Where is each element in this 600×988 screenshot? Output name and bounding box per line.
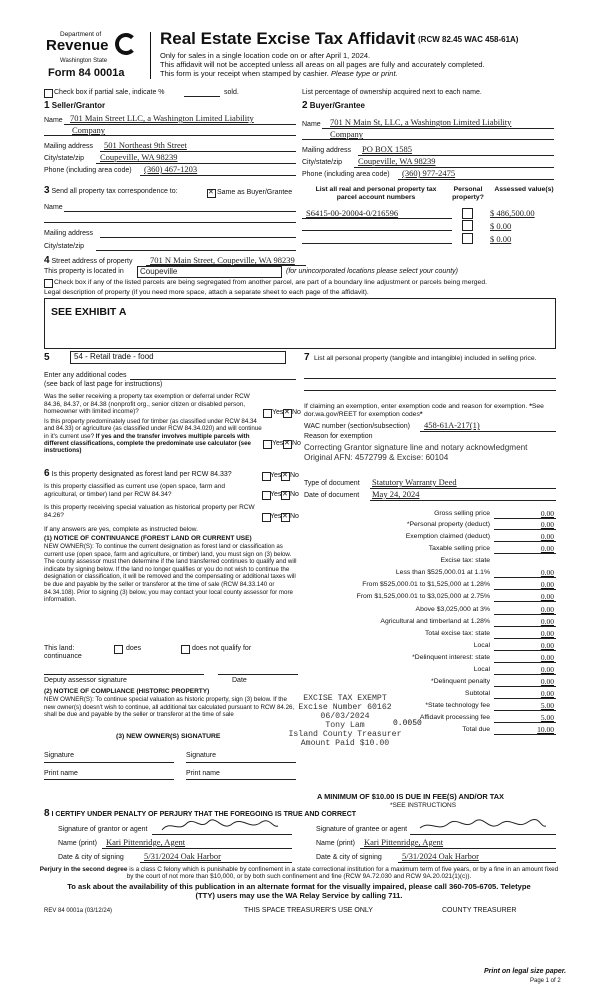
form-rcw: (RCW 82.45 WAC 458-61A) [418, 35, 519, 44]
tax-row-value[interactable]: 5.00 [540, 713, 554, 722]
tax-row-value[interactable]: 0.00 [540, 653, 554, 662]
grantor-name[interactable]: Kari Pittenridge, Agent [106, 837, 186, 847]
minimum-due: A MINIMUM OF $10.00 IS DUE IN FEE(S) AND/OR TAX [317, 792, 504, 801]
form-title: Real Estate Excise Tax Affidavit [160, 29, 416, 48]
continuance-label: continuance [44, 653, 82, 660]
tax-row-label: Total excise tax: state [425, 630, 490, 637]
grantee-signature[interactable] [418, 818, 548, 834]
section7-num: 7 [304, 352, 310, 363]
buyer-name-2[interactable]: Company [330, 129, 364, 139]
page-number: Page 1 of 2 [530, 978, 561, 984]
assessed-value-3[interactable]: $ 0.00 [490, 234, 512, 244]
current-use-no-checkbox[interactable] [281, 491, 290, 500]
form-number: Form 84 0001a [48, 67, 125, 79]
doc-date-label: Date of document [304, 492, 360, 499]
grantor-signature[interactable] [160, 818, 280, 834]
seller-heading: 1 Seller/Grantor [44, 100, 106, 111]
notice-continuance-heading: (1) NOTICE OF CONTINUANCE (FOREST LAND OR CURRENT USE) [44, 535, 252, 542]
located-label: This property is located in [44, 268, 124, 275]
buyer-mailing-label: Mailing address [302, 147, 352, 154]
owner-print-field-2[interactable] [186, 779, 296, 780]
owner-print-field-1[interactable] [44, 779, 174, 780]
tax-row-label: Gross selling price [434, 510, 490, 517]
assessed-col-header: Assessed value(s) [494, 186, 554, 193]
tax-row-label: Local [473, 666, 490, 673]
seller-name-label: Name [44, 117, 63, 124]
this-land-label: This land: [44, 645, 75, 652]
rev-number: REV 84 0001a (03/12/24) [44, 908, 113, 914]
seller-name-2[interactable]: Company [72, 125, 106, 135]
unincorporated-note: (for unincorporated locations please select your county) [286, 268, 458, 275]
grantor-date[interactable]: 5/31/2024 Oak Harbor [144, 851, 221, 861]
buyer-heading: 2 Buyer/Grantee [302, 100, 365, 111]
tax-row-label: Less than $525,000.01 at 1.1% [395, 569, 490, 576]
exemption-deferral-question: Was the seller receiving a property tax exemption or deferral under RCW 84.36, 84.37, or 84.38 (nonprofit org., senior citizen or disabled person, homeowner with limited income)? [44, 393, 250, 415]
dept-line1: Department of [60, 31, 102, 38]
tax-row-value[interactable]: 0.00 [540, 689, 554, 698]
buyer-phone[interactable]: (360) 977-2475 [402, 168, 456, 178]
personal-property-checkbox-3[interactable] [462, 233, 473, 244]
certify-heading: 8 I CERTIFY UNDER PENALTY OF PERJURY THAT THE FOREGOING IS TRUE AND CORRECT [44, 808, 357, 819]
tax-row-label: Excise tax: state [440, 557, 490, 564]
header-sub2: This affidavit will not be accepted unless all areas on all pages are fully and accurately completed. [160, 60, 485, 69]
alt-format-notice: To ask about the availability of this publication in an alternate format for the visually impaired, please call 360-705-6705. Teletype (TTY) users may use the WA Relay Service by calling 711. [67, 882, 531, 900]
parcel-number-1[interactable]: S6415-00-20004-0/216596 [306, 208, 399, 218]
seller-phone-label: Phone (including area code) [44, 167, 132, 174]
additional-codes-label: Enter any additional codes [44, 372, 127, 379]
tax-row-value[interactable]: 0.00 [540, 677, 554, 686]
tax-row-label: Taxable selling price [428, 545, 490, 552]
notice-continuance-body: NEW OWNER(S): To continue the current designation as forest land or classification as current use (open space, farm and agriculture, or timber) land, you must sign on (3) below. The county assessor must then determine if the land transferred continues to qualify and will indicate by signing below. If the land no longer qualifies or you do not wish to continue the designation or classification, it will be removed and the compensating or additional taxes will be due and payable by the seller or transferor at the time of sale (RCW 84.33.140 or 84.34.108). Prior to signing (3) below, you may contact your local county assessor for more information. [44, 543, 297, 604]
correspondence-heading: 3 Send all property tax correspondence to: [44, 185, 178, 196]
corr-name-field[interactable] [64, 211, 296, 212]
buyer-name-label: Name [302, 121, 321, 128]
doc-type-label: Type of document [304, 480, 360, 487]
tax-row-value[interactable]: 0.00 [540, 520, 554, 529]
corr-mailing-label: Mailing address [44, 230, 94, 237]
historic-no-checkbox[interactable] [281, 513, 290, 522]
partial-sale-label: Check box if partial sale, indicate % [54, 89, 165, 96]
tax-row-value[interactable]: 0.00 [540, 592, 554, 601]
tax-row-value[interactable]: 0.00 [540, 665, 554, 674]
header-divider [150, 32, 151, 79]
dept-logo-word: Revenue [46, 37, 109, 54]
wac-number[interactable]: 458-61A-217(1) [424, 420, 480, 430]
buyer-city[interactable]: Coupeville, WA 98239 [358, 156, 436, 166]
reason-label: Reason for exemption [304, 433, 373, 440]
section5-num: 5 [44, 352, 50, 363]
grantor-sig-label: Signature of grantor or agent [58, 826, 148, 833]
seller-city-label: City/state/zip [44, 155, 85, 162]
owner-sig-label-2: Signature [186, 752, 216, 759]
street-address[interactable]: 701 N Main Street, Coupeville, WA 98239 [150, 255, 295, 265]
street-label: 4 Street address of property [44, 255, 133, 266]
parcel-col-header: List all real and personal property tax parcel account numbers [315, 186, 437, 201]
tax-row-label: Affidavit processing fee [419, 714, 490, 721]
tax-row-label: Above $3,025,000 at 3% [415, 606, 490, 613]
tax-row-value[interactable]: 0.00 [540, 629, 554, 638]
doc-date[interactable]: May 24, 2024 [372, 489, 420, 499]
owner-sig-label-1: Signature [44, 752, 74, 759]
revenue-logo-icon [115, 33, 137, 55]
personal-col-header: Personal property? [452, 186, 484, 201]
q2-no-checkbox[interactable] [283, 440, 292, 449]
tax-row-label: *Personal property (deduct) [406, 521, 490, 528]
owner-print-label-1: Print name [44, 770, 78, 777]
property-use-code-select[interactable]: 54 - Retail trade - food [70, 351, 286, 364]
personal-property-checkbox-1[interactable] [462, 208, 473, 219]
tax-row-label: From $1,525,000.01 to $3,025,000 at 2.75% [356, 593, 490, 600]
legal-description-label: Legal description of property (if you need more space, attach a separate sheet to each page of the affidavit). [44, 289, 369, 296]
grantee-date-label: Date & city of signing [316, 854, 382, 861]
notice-compliance-body: NEW OWNER(S): To continue special valuation as historic property, sign (3) below. If the new owner(s) doesn't wish to continue, all additional tax calculated pursuant to RCW 84.26, shall be due and payable by the seller or transferor at the time of sale [44, 696, 295, 719]
see-instructions: *SEE INSTRUCTIONS [390, 802, 457, 809]
wac-label: WAC number (section/subsection) [304, 423, 410, 430]
deputy-date-label: Date [232, 677, 247, 684]
buyer-mailing[interactable]: PO BOX 1585 [362, 144, 413, 154]
deputy-sig-label: Deputy assessor signature [44, 677, 127, 684]
assessed-value-2[interactable]: $ 0.00 [490, 221, 512, 231]
partial-sale-checkbox[interactable] [44, 89, 53, 98]
owner-print-label-2: Print name [186, 770, 220, 777]
partial-sold-label: sold. [224, 89, 239, 96]
tax-row-label: From $525,000.01 to $1,525,000 at 1.28% [362, 581, 490, 588]
forest-no-checkbox[interactable] [281, 472, 290, 481]
tax-row-label: Exemption claimed (deduct) [405, 533, 490, 540]
owner-sig-field-2[interactable] [186, 762, 296, 763]
tax-row-label: *Delinquent penalty [431, 678, 490, 685]
legal-size-note: Print on legal size paper. [484, 968, 567, 975]
tax-row-value[interactable]: 0.00 [540, 580, 554, 589]
personal-property-field-1[interactable] [304, 378, 556, 379]
segregated-label: Check box if any of the listed parcels are being segregated from another parcel, are part of a boundary line adjustment or parcels being merged. [54, 279, 487, 286]
tax-row-value[interactable]: 0.00 [540, 605, 554, 614]
same-as-buyer-label: Same as Buyer/Grantee [217, 189, 293, 196]
additional-codes-field[interactable] [130, 379, 296, 380]
doc-type[interactable]: Statutory Warranty Deed [372, 477, 457, 487]
q2-yes-checkbox[interactable] [263, 440, 272, 449]
grantee-name-label: Name (print) [316, 840, 355, 847]
personal-property-checkbox-2[interactable] [462, 220, 473, 231]
header-sub3: This form is your receipt when stamped by cashier. Please type or print. [160, 69, 398, 78]
perjury-notice: Perjury in the second degree is a class C felony which is punishable by confinement in a state correctional institution for a maximum term of five years, or by a fine in an amount fixed by the court of not more than $10,000, or by both such confinement and fine (RCW 9A.72.030 and RCW 9A.20.021(1)(c)). [39, 866, 559, 881]
corr-name-label: Name [44, 204, 63, 211]
reason-line1[interactable]: Correcting Grantor signature line and notary acknowledgment [304, 443, 528, 452]
new-owner-sig-heading: (3) NEW OWNER(S) SIGNATURE [116, 733, 221, 740]
exemption-label: If claiming an exemption, enter exemption code and reason for exemption. *See dor.wa.gov/REET for exemption codes* [304, 403, 544, 418]
corr-city-field[interactable] [96, 250, 296, 251]
tax-row-value[interactable]: 0.00 [540, 568, 554, 577]
seller-mailing[interactable]: 501 Northeast 9th Street [104, 140, 187, 150]
q1-yes-checkbox[interactable] [263, 409, 272, 418]
buyer-city-label: City/state/zip [302, 159, 343, 166]
land-does-checkbox[interactable] [114, 645, 123, 654]
grantor-date-label: Date & city of signing [58, 854, 124, 861]
tax-row-value[interactable]: 5.00 [540, 701, 554, 710]
historic-question: Is this property receiving special valuation as historical property per RCW 84.26? [44, 504, 255, 519]
dept-line3: Washington State [60, 58, 108, 64]
grantor-name-label: Name (print) [58, 840, 97, 847]
seller-city[interactable]: Coupeville, WA 98239 [100, 152, 178, 162]
tax-row-value[interactable]: 0.00 [540, 641, 554, 650]
notice-compliance-heading: (2) NOTICE OF COMPLIANCE (HISTORIC PROPERTY) [44, 688, 210, 695]
timber-agriculture-question: Is this property predominately used for timber (as classified under RCW 84.34 and 84.33) or agriculture (as classified under RCW 84.34.020) and will continue in it's current use? If yes and the transfer involves multiple parcels with different classifications, complete the predominate use calculator (see instructions) [44, 418, 262, 455]
personal-property-label: List all personal property (tangible and intangible) included in selling price. [314, 355, 537, 362]
land-does-not-checkbox[interactable] [181, 645, 190, 654]
location-select[interactable]: Coupeville [137, 266, 282, 278]
current-use-question: Is this property classified as current use (open space, farm and agricultural, or timber) land per RCW 84.34? [44, 483, 226, 498]
grantee-date[interactable]: 5/31/2024 Oak Harbor [402, 851, 479, 861]
tax-row-value[interactable]: 0.00 [540, 509, 554, 518]
tax-row-value[interactable]: 0.00 [540, 617, 554, 626]
additional-codes-note: (see back of last page for instructions) [44, 381, 163, 388]
tax-row-label: Local [473, 642, 490, 649]
tax-row-label: *Delinquent interest: state [412, 654, 490, 661]
buyer-phone-label: Phone (including area code) [302, 171, 390, 178]
seller-phone[interactable]: (360) 467-1203 [144, 164, 198, 174]
assessed-value-1[interactable]: $ 486,500.00 [490, 208, 535, 218]
seller-name-1[interactable]: 701 Main Street LLC, a Washington Limited Liability [70, 113, 254, 123]
tax-row-label: Total due [462, 726, 490, 733]
answers-note: If any answers are yes, complete as instructed below. [44, 526, 198, 533]
q1-no-checkbox[interactable] [283, 409, 292, 418]
same-as-buyer-checkbox[interactable] [207, 189, 216, 198]
partial-percent-field[interactable] [184, 96, 220, 97]
grantee-sig-label: Signature of grantee or agent [316, 826, 408, 833]
tax-row-value[interactable]: 10.00 [537, 725, 554, 734]
county-treasurer: COUNTY TREASURER [442, 907, 517, 914]
tax-row-value[interactable]: 0.00 [540, 544, 554, 553]
legal-description-field[interactable]: SEE EXHIBIT A [44, 298, 556, 349]
owner-sig-field-1[interactable] [44, 762, 174, 763]
reason-line2[interactable]: Original AFN: 4572799 & Excise: 60104 [304, 453, 449, 462]
tax-row-label: Agricultural and timberland at 1.28% [380, 618, 490, 625]
seller-mailing-label: Mailing address [44, 143, 94, 150]
tax-row-value[interactable]: 0.00 [540, 532, 554, 541]
local-rate: 0.0050 [393, 719, 422, 728]
header-sub1: Only for sales in a single location code on or after April 1, 2024. [160, 51, 371, 60]
tax-row-label: *State technology fee [425, 702, 490, 709]
treasurer-stamp: EXCISE TAX EXEMPT Excise Number 60162 06/03/2024 Tony Lam Island County Treasurer Amount Paid $10.00 [288, 694, 402, 748]
personal-property-field-2[interactable] [304, 390, 556, 391]
grantee-name[interactable]: Kari Pittenridge, Agent [364, 837, 444, 847]
corr-mailing-field[interactable] [100, 237, 296, 238]
buyer-name-1[interactable]: 701 N Main St, LLC, a Washington Limited Liability [330, 117, 512, 127]
corr-city-label: City/state/zip [44, 243, 85, 250]
tax-row-label: Subtotal [465, 690, 490, 697]
treasurer-use: THIS SPACE TREASURER'S USE ONLY [244, 907, 373, 914]
segregated-checkbox[interactable] [44, 279, 53, 288]
ownership-note: List percentage of ownership acquired next to each name. [302, 89, 482, 96]
forest-land-question: 6 Is this property designated as forest land per RCW 84.33? [44, 468, 232, 479]
